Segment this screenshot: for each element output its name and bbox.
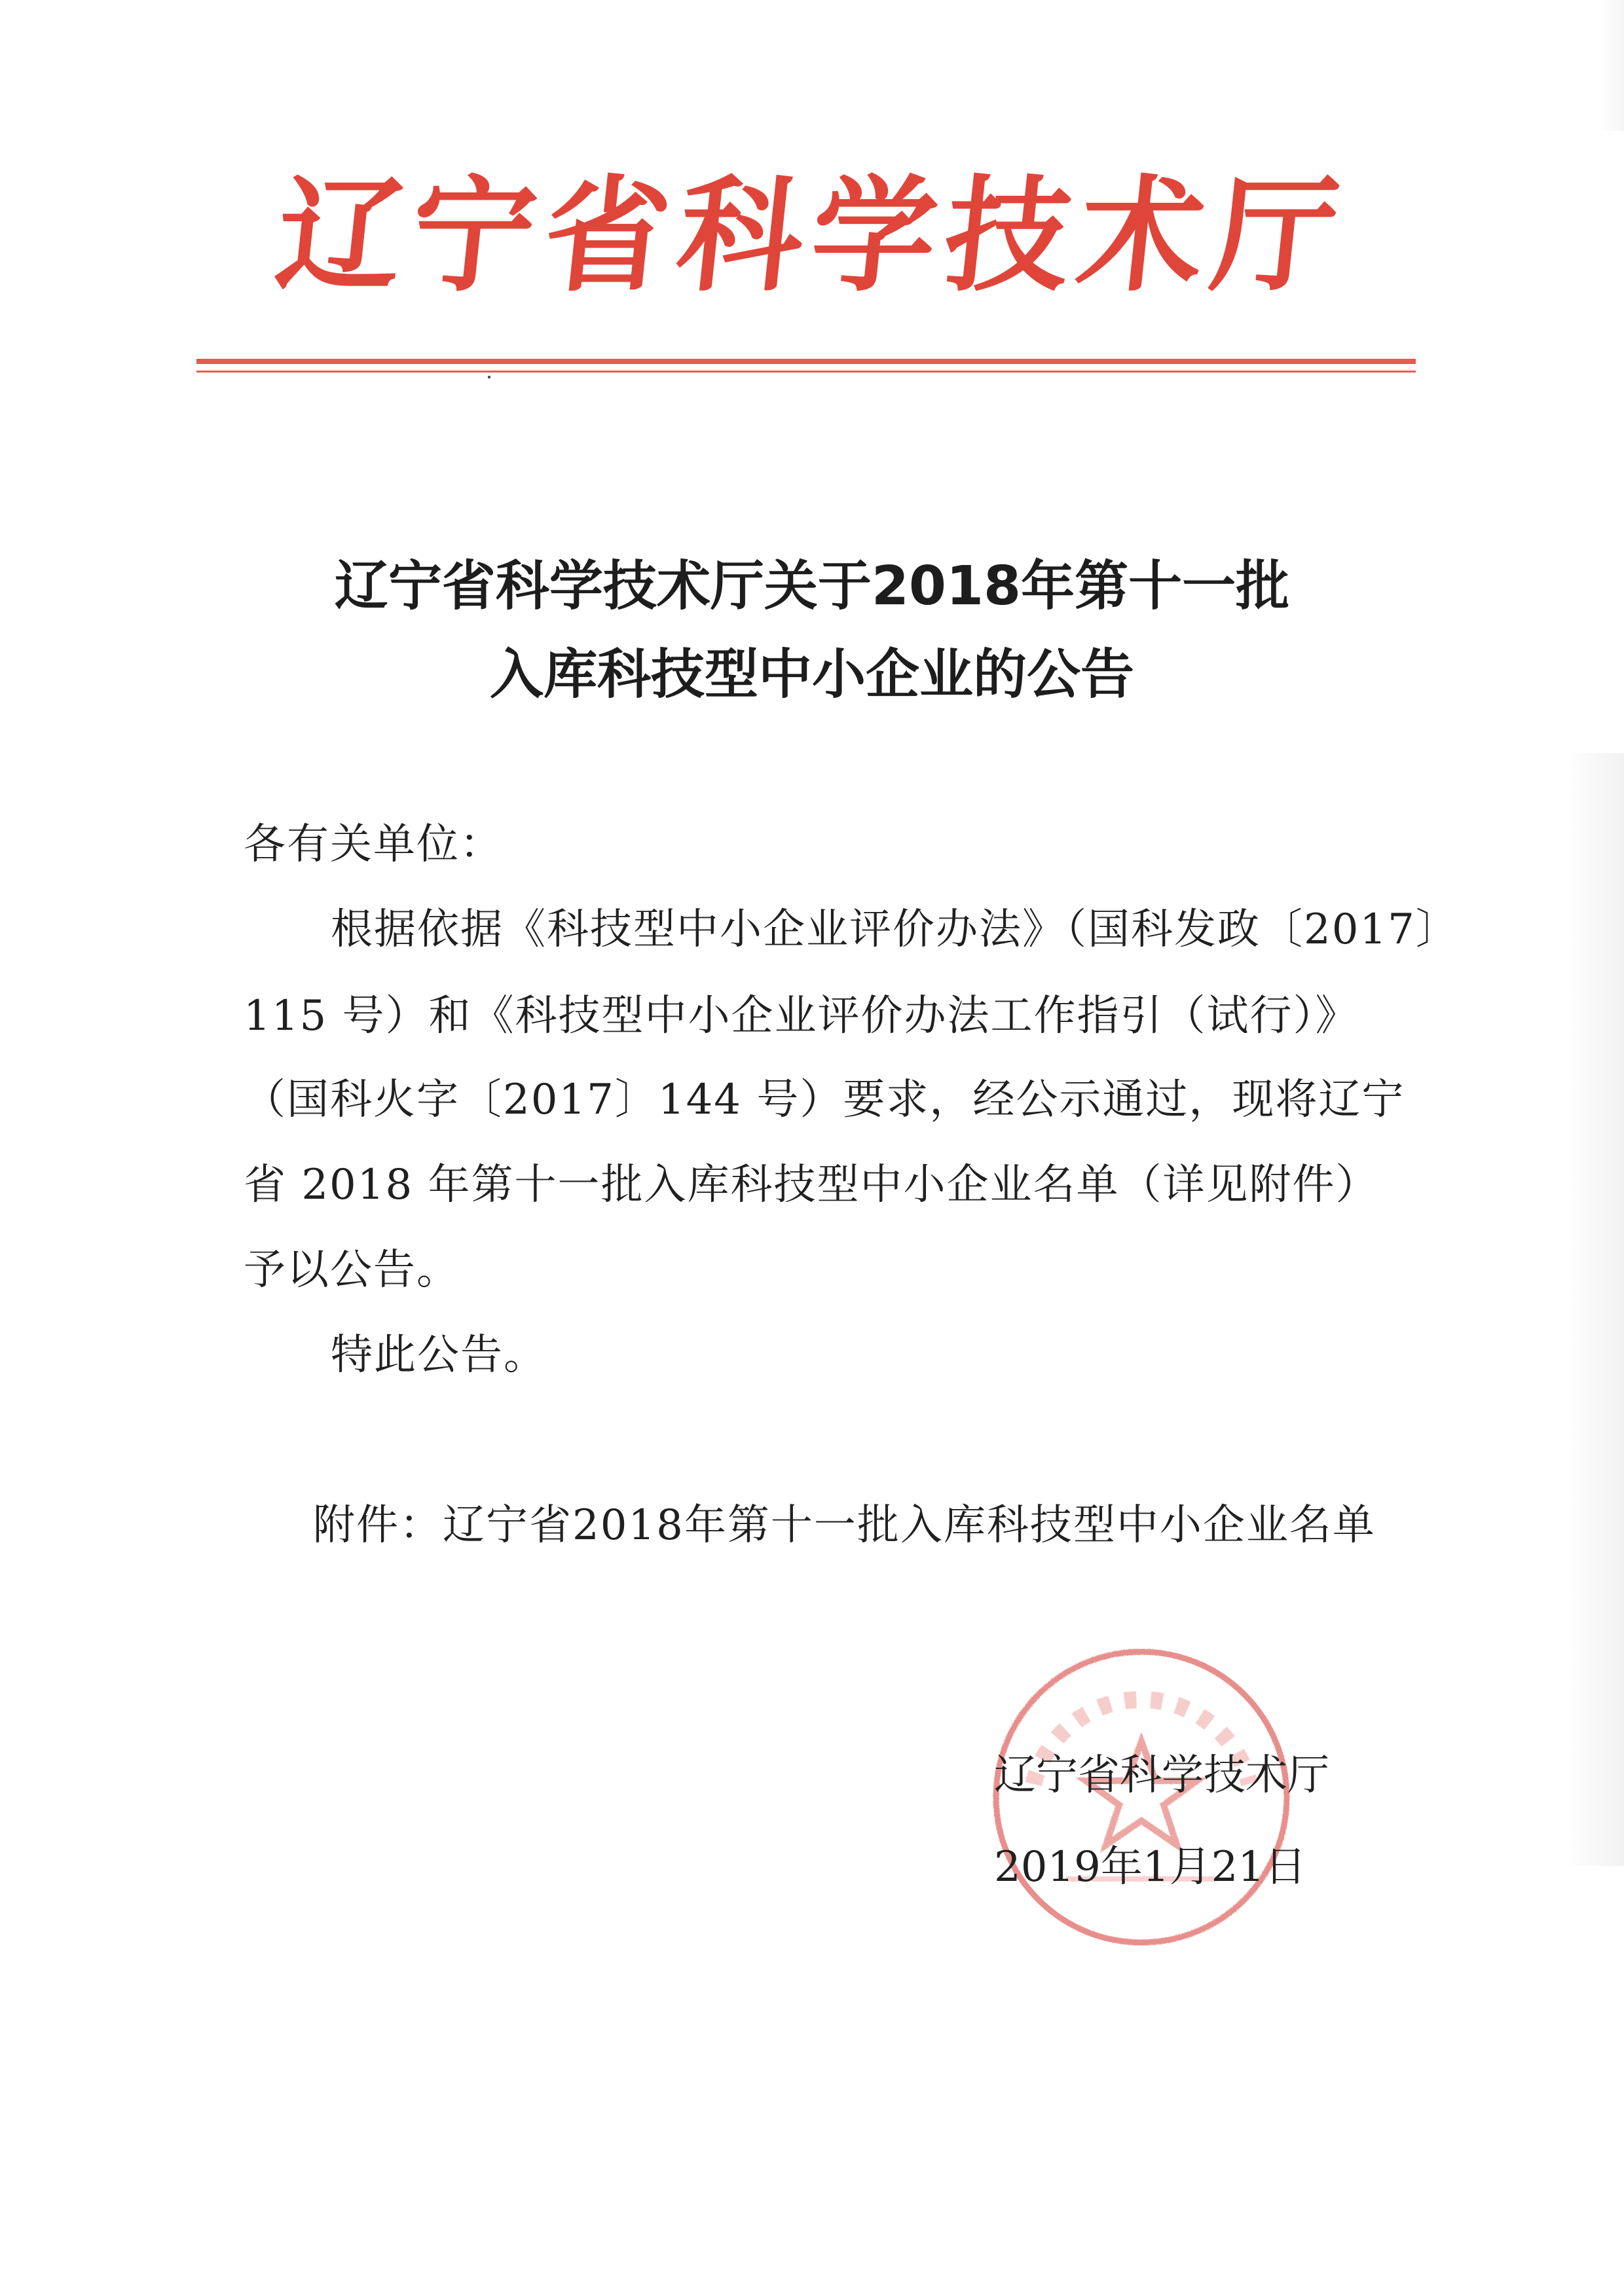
letterhead-rule-thick — [196, 359, 1416, 364]
signature-date: 2019年1月21日 — [994, 1843, 1307, 1891]
document-title-line-2: 入库科技型中小企业的公告 — [489, 644, 1134, 706]
letterhead-rule-thin — [196, 371, 1416, 373]
body-line: 根据依据《科技型中小企业评价办法》（国科发政〔2017〕 — [331, 905, 1459, 954]
document-title-line-1: 辽宁省科学技术厅关于2018年第十一批 — [334, 555, 1290, 617]
closing-line: 特此公告。 — [331, 1331, 547, 1379]
signature-organization: 辽宁省科学技术厅 — [994, 1751, 1329, 1800]
scan-speck — [488, 376, 490, 378]
body-line: （国科火字〔2017〕144 号）要求，经公示通过，现将辽宁 — [244, 1076, 1405, 1124]
attachment-note: 附件：辽宁省2018年第十一批入库科技型中小企业名单 — [313, 1501, 1376, 1550]
body-line: 予以公告。 — [244, 1246, 460, 1294]
letterhead-title: 辽宁省科学技术厅 — [270, 162, 1354, 308]
body-line: 115 号）和《科技型中小企业评价办法工作指引（试行）》 — [244, 992, 1359, 1040]
body-line: 省 2018 年第十一批入库科技型中小企业名单（详见附件） — [244, 1161, 1379, 1209]
scan-shadow — [1565, 753, 1624, 1866]
salutation: 各有关单位： — [244, 820, 503, 869]
scan-shadow-top — [1598, 0, 1624, 131]
